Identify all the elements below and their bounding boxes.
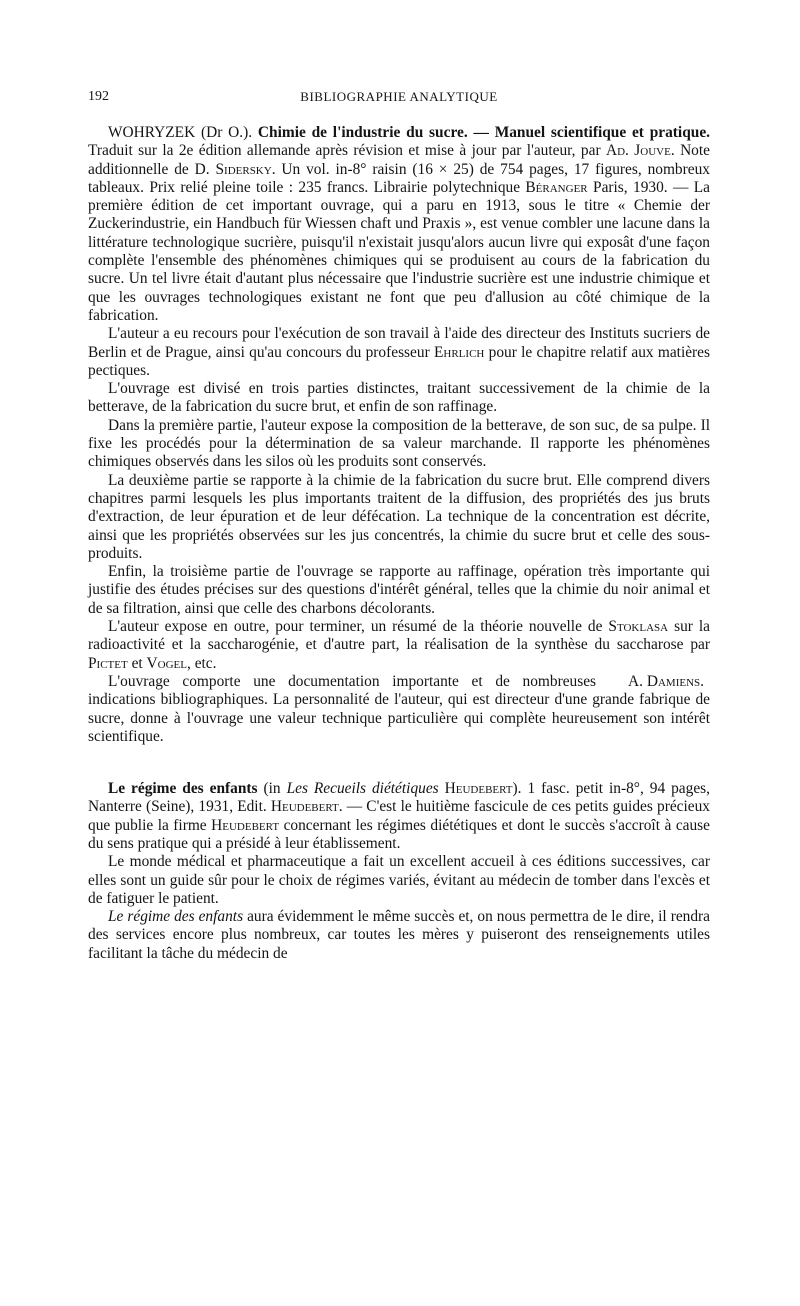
review-regime-des-enfants <box>88 780 710 963</box>
review2-series: Les Recueils diététiques <box>286 780 439 798</box>
review1-title-a: Chimie de l'industrie du sucre. <box>257 124 468 141</box>
review1-intro-d: Paris, 1930. — La première édition de cet important ouvrage, qui a paru en 1913, sous le titre « Chemie der Zuckerindustrie, ein Handbuch für Wiessen chaft und Praxis », est venue combler une lacune dans la littérature technologique sucrière, puisqu'il n'existait jusqu'alors aucun livre qui exposât d'une façon complète l'ensemble des phénomènes chimiques qui se produisent au cours de la fabrication du sucre. Un tel livre était d'autant plus nécessaire que l'industrie sucrière est une industrie chimique et que les ouvrages technologiques existant ne font que peu d'allusion au côté chimique de la fabrication. <box>88 178 710 324</box>
review1-p7-name-vogel: Vogel <box>146 654 187 672</box>
review1-title-b: Manuel scientifique et pratique. <box>494 124 711 141</box>
review1-paragraph-3: L'ouvrage est divisé en trois parties distinctes, traitant successivement de la chimie de la betterave, de la fabrication du sucre brut, et enfin de son raffinage. <box>88 380 710 416</box>
review1-p7-text-d: , etc. <box>187 654 217 672</box>
review1-p2-name: Ehrlich <box>434 343 485 361</box>
review2-p1-text-b: ). 1 fasc. petit in-8°, 94 pages, Nanterre (Seine), 1931, Edit. <box>88 780 710 816</box>
review1-author: WOHRYZEK (Dr O.). <box>108 124 253 141</box>
running-title: BIBLIOGRAPHIE ANALYTIQUE <box>300 89 498 104</box>
review2-p1-text-d: concernant les régimes diététiques et dont le succès s'accroît à cause du sens pratique qui a présidé à leur établissement. <box>88 816 710 852</box>
review1-note-author: Sidersky <box>215 160 272 178</box>
document-page <box>88 88 710 963</box>
review2-title: Le régime des enfants <box>108 780 258 798</box>
review2-paragraph-2: Le monde médical et pharmaceutique a fait un excellent accueil à ces éditions successives, car elles sont un guide sûr pour le choix de régimes variés, évitant au médecin de tomber dans l'excès et de fatiguer le patient. <box>88 853 710 907</box>
review1-p7-text-a: L'auteur expose en outre, pour terminer, un résumé de la théorie nouvelle de <box>108 618 603 636</box>
review1-paragraph-4: Dans la première partie, l'auteur expose la composition de la betterave, de son suc, de sa pulpe. Il fixe les procédés pour la détermination de sa valeur marchande. Il rapporte les phénomènes chimiques observés dans les silos où les produits sont conservés. <box>88 416 710 471</box>
review1-p7-name-stoklasa: Stoklasa <box>608 618 669 636</box>
review1-paragraph-2 <box>88 325 710 380</box>
review1-intro-a: Traduit sur la 2e édition allemande après révision et mise à jour par l'auteur, par <box>88 142 601 160</box>
review1-p7-text-c: et <box>131 654 143 672</box>
page-header <box>88 88 710 110</box>
review1-publisher: Béranger <box>525 178 588 196</box>
review1-p7-name-pictet: Pictet <box>88 654 128 672</box>
review1-paragraph-8 <box>88 673 710 746</box>
review2-p3-text: aura évidemment le même succès et, on nous permettra de le dire, il rendra des services encore plus nombreux, car toutes les mères y puiseront des renseignements utiles facilitant la tâche du médecin de <box>88 908 710 962</box>
review1-paragraph-1 <box>88 124 710 325</box>
review2-p1-text-c: . — C'est le huitième fascicule de ces petits guides précieux que publie la firme <box>88 798 710 834</box>
review1-dash: — <box>467 124 495 141</box>
review1-paragraph-5: La deuxième partie se rapporte à la chimie de la fabrication du sucre brut. Elle comprend divers chapitres parmi lesquels les plus importants traitent de la diffusion, des propriétés des jus bruts d'extraction, de leur épuration et de leur défécation. La technique de la concentration est décrite, ainsi que les propriétés observées sur les jus concentrés, la chimie du sucre brut et celle des sous-produits. <box>88 471 710 562</box>
review2-p3-title: Le régime des enfants <box>108 908 244 926</box>
review1-p7-text-b: sur la radioactivité et la saccharogénie, et d'autre part, la réalisation de la synthèse du saccharose par <box>88 618 710 654</box>
review1-p8-text: L'ouvrage comporte une documentation importante et de nombreuses indications bibliographiques. La personnalité de l'auteur, qui est directeur d'une grande fabrique de sucre, donne à l'ouvrage une valeur technique particulière qui complète heureusement son intérêt scientifique. <box>88 672 710 745</box>
review-wohryzek <box>88 124 710 746</box>
review1-translator: Ad. Jouve <box>605 142 671 160</box>
review1-p2-text-a: L'auteur a eu recours pour l'exécution de son travail à l'aide des directeur des Instituts sucriers de Berlin et de Prague, ainsi qu'au concours du professeur <box>88 325 710 361</box>
review2-paragraph-3 <box>88 908 710 963</box>
review2-p1-text-a: (in <box>263 780 281 798</box>
review1-paragraph-7 <box>88 618 710 673</box>
review1-intro-b: . Note additionnelle de D. <box>88 142 710 178</box>
review1-signature: A. Damiens. <box>628 672 704 690</box>
review2-series-publisher: Heudebert <box>444 780 513 798</box>
review1-paragraph-6: Enfin, la troisième partie de l'ouvrage se rapporte au raffinage, opération très importante qui justifie des études précises sur des questions d'intérêt général, telles que la chimie du noir animal et de sa filtration, ainsi que celle des charbons décolorants. <box>88 563 710 617</box>
review2-publisher: Heudebert <box>270 798 339 816</box>
review1-intro-c: . Un vol. in-8° raisin (16 × 25) de 754 pages, 17 figures, nombreux tableaux. Prix relié pleine toile : 235 francs. Librairie polytechnique <box>88 160 710 196</box>
review1-p2-text-b: pour le chapitre relatif aux matières pectiques. <box>88 343 710 379</box>
review2-firm: Heudebert <box>211 816 280 834</box>
page-number: 192 <box>88 89 109 104</box>
review2-paragraph-1 <box>88 780 710 853</box>
